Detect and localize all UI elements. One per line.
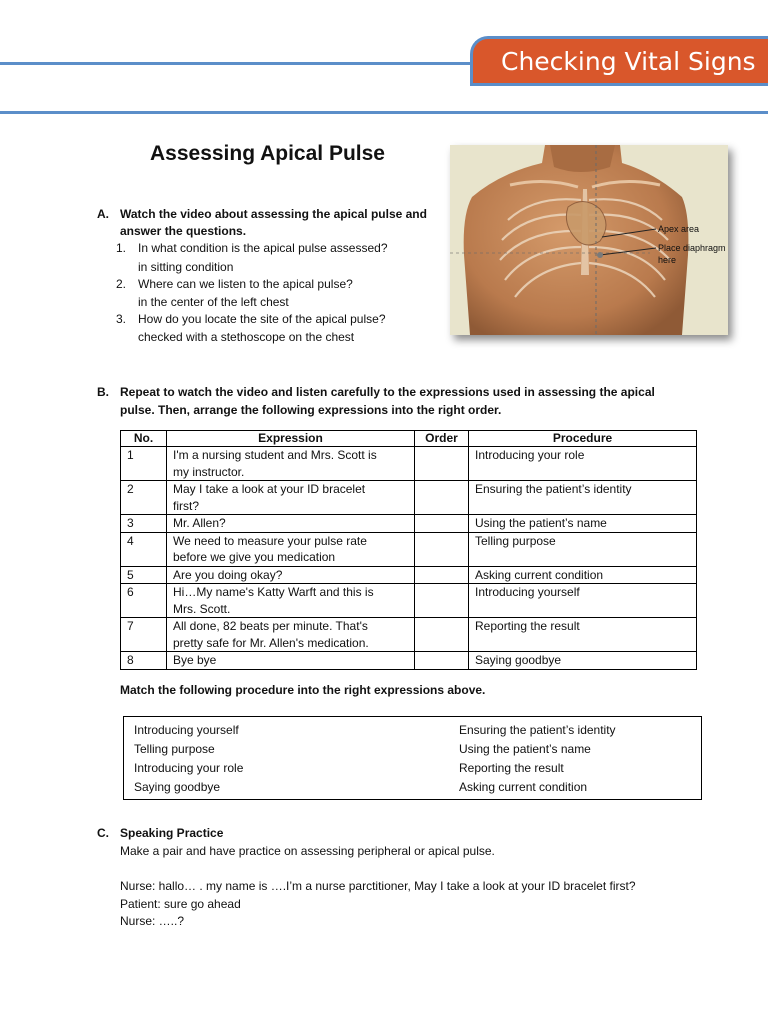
diaphragm-spot [597,252,603,258]
table-row [121,652,697,670]
neck-shape [550,145,615,172]
expression-line: my instructor. [173,464,245,479]
expression-cell [167,584,415,618]
table-header-row [121,431,697,447]
expression-line: first? [173,498,200,513]
row-number: 6 [121,584,167,618]
question-number: 1. [116,241,127,255]
expression-line: pretty safe for Mr. Allen's medication. [173,635,369,650]
expression-line: Mr. Allen? [173,516,226,530]
procedure-cell: Introducing your role [469,447,697,481]
answer-text: checked with a stethoscope on the chest [138,330,355,344]
question-text: In what condition is the apical pulse assessed? [138,241,388,255]
order-cell[interactable] [415,652,469,670]
expression-cell [167,481,415,515]
expression-line: We need to measure your pulse rate [173,533,367,548]
section-a-instruction-1: Watch the video about assessing the apical pulse and [120,207,427,221]
dialogue-line: Nurse: …..? [120,914,185,928]
table-row [121,515,697,533]
expression-line: before we give you medication [173,550,336,564]
expressions-table [120,430,697,670]
dialogue-line: Nurse: hallo… . my name is ….I’m a nurse parctitioner, May I take a look at your ID bracelet first? [120,879,636,893]
answer-text: in sitting condition [138,260,234,274]
row-number: 8 [121,652,167,670]
expression-cell [167,515,415,533]
procedure-item: Saying goodbye [134,780,221,794]
expression-line: Bye bye [173,653,217,667]
order-cell[interactable] [415,618,469,652]
section-a-letter: A. [97,207,109,221]
procedure-cell: Asking current condition [469,566,697,584]
header-title: Checking Vital Signs [501,47,756,76]
procedure-cell: Using the patient’s name [469,515,697,533]
column-header-expression: Expression [167,431,415,447]
question-number: 3. [116,312,127,326]
procedure-item: Introducing your role [134,761,244,775]
row-number: 4 [121,532,167,566]
page-title: Assessing Apical Pulse [150,142,385,165]
column-header-no: No. [121,431,167,447]
question-text: How do you locate the site of the apical pulse? [138,312,386,326]
order-cell[interactable] [415,447,469,481]
section-b-letter: B. [97,385,109,399]
header-rule-top [0,62,478,65]
chest-illustration [450,145,728,335]
answer-text: in the center of the left chest [138,295,289,309]
procedure-cell: Reporting the result [469,618,697,652]
table-row [121,481,697,515]
question-number: 2. [116,277,127,291]
procedure-item: Asking current condition [459,780,588,794]
match-list-left [134,721,243,797]
section-b-instruction-1: Repeat to watch the video and listen carefully to the expressions used in assessing the apical [120,385,655,399]
row-number: 3 [121,515,167,533]
column-header-order: Order [415,431,469,447]
row-number: 5 [121,566,167,584]
row-number: 2 [121,481,167,515]
question-text: Where can we listen to the apical pulse? [138,277,353,291]
expression-cell [167,566,415,584]
apex-area-label: Apex area [658,224,700,234]
table-row [121,566,697,584]
section-c-instruction: Make a pair and have practice on assessing peripheral or apical pulse. [120,844,495,858]
table-row [121,447,697,481]
column-header-procedure: Procedure [469,431,697,447]
section-b-instruction-2: pulse. Then, arrange the following expressions into the right order. [120,403,502,417]
order-cell[interactable] [415,515,469,533]
dialogue-line: Patient: sure go ahead [120,897,241,911]
expression-line: May I take a look at your ID bracelet [173,482,366,496]
section-c-letter: C. [97,826,109,840]
procedure-match-box [123,716,702,800]
expression-cell [167,652,415,670]
table-row [121,584,697,618]
order-cell[interactable] [415,481,469,515]
expression-cell [167,532,415,566]
section-c-title: Speaking Practice [120,826,224,840]
header-title-tab [470,36,768,86]
table-row [121,618,697,652]
order-cell[interactable] [415,532,469,566]
procedure-cell: Telling purpose [469,532,697,566]
row-number: 7 [121,618,167,652]
table-row [121,532,697,566]
procedure-cell: Introducing yourself [469,584,697,618]
section-a-instruction-2: answer the questions. [120,224,247,238]
procedure-cell: Saying goodbye [469,652,697,670]
procedure-item: Ensuring the patient’s identity [459,723,616,737]
expression-line: Hi…My name's Katty Warft and this is [173,585,374,599]
procedure-cell: Ensuring the patient’s identity [469,481,697,515]
chest-illustration-svg [450,145,728,335]
place-diaphragm-label: Place diaphragm [658,243,726,253]
header-rule-bottom [0,111,768,114]
procedure-item: Telling purpose [134,742,215,756]
expression-line: I'm a nursing student and Mrs. Scott is [173,448,377,462]
match-instruction: Match the following procedure into the right expressions above. [120,683,486,697]
procedure-item: Using the patient’s name [459,742,591,756]
row-number: 1 [121,447,167,481]
procedure-item: Reporting the result [459,761,564,775]
expression-line: Mrs. Scott. [173,601,231,616]
expression-cell [167,447,415,481]
order-cell[interactable] [415,566,469,584]
place-diaphragm-label-2: here [658,255,677,265]
procedure-item: Introducing yourself [134,723,239,737]
expression-line: Are you doing okay? [173,567,283,582]
expression-cell [167,618,415,652]
order-cell[interactable] [415,584,469,618]
match-list-right [459,721,616,797]
expression-line: All done, 82 beats per minute. That's [173,619,368,633]
